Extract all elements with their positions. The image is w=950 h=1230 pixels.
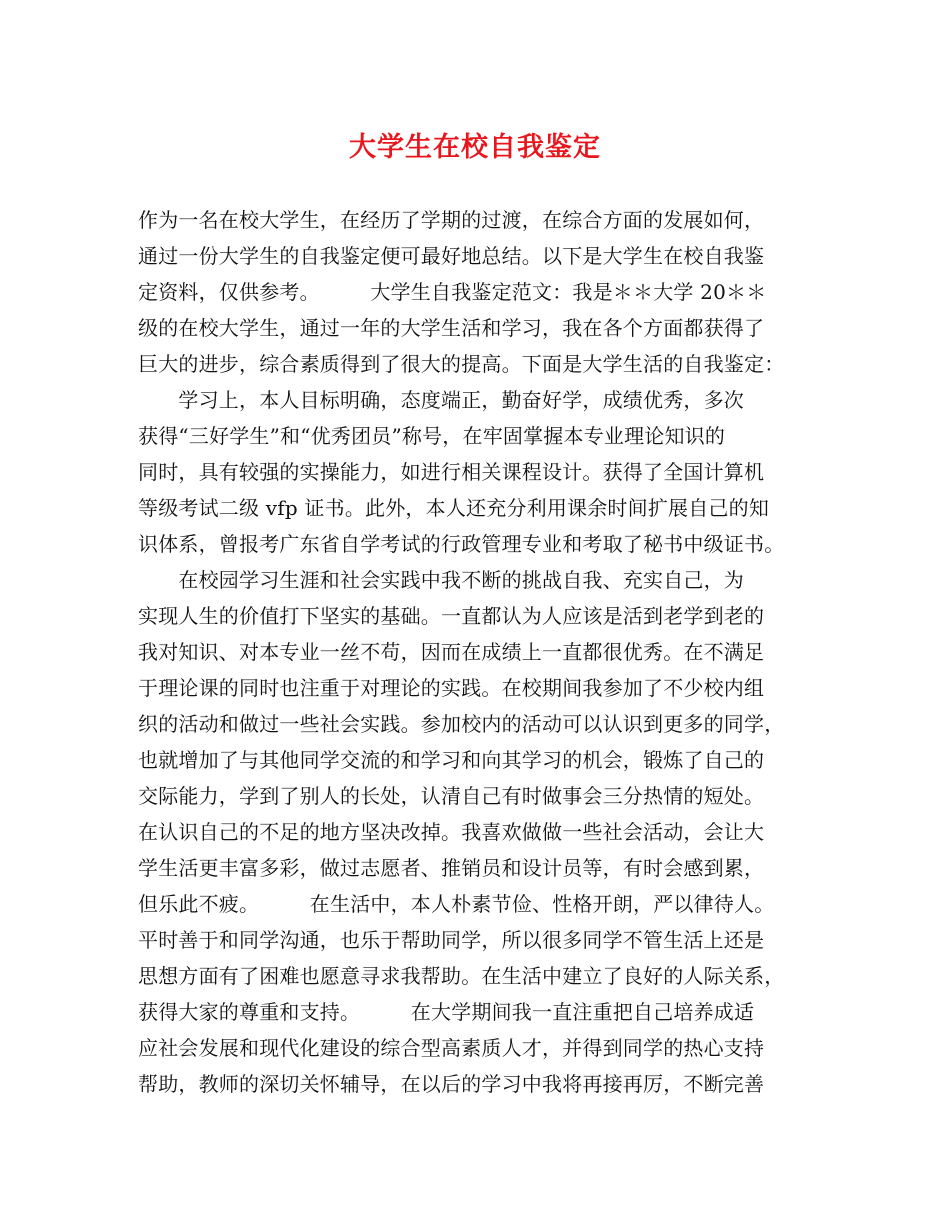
body-line: 获得大家的尊重和支持。 在大学期间我一直注重把自己培养成适 <box>138 1000 755 1024</box>
body-line: 也就增加了与其他同学交流的和学习和向其学习的机会，锻炼了自己的 <box>138 748 765 772</box>
body-line: 通过一份大学生的自我鉴定便可最好地总结。以下是大学生在校自我鉴 <box>138 244 765 268</box>
body-line: 获得“三好学生”和“优秀团员”称号，在牢固掌握本专业理论知识的 <box>138 424 726 448</box>
body-line: 巨大的进步，综合素质得到了很大的提高。下面是大学生活的自我鉴定： <box>138 352 785 376</box>
body-line: 作为一名在校大学生，在经历了学期的过渡，在综合方面的发展如何， <box>138 208 765 232</box>
body-line: 在校园学习生涯和社会实践中我不断的挑战自我、充实自己，为 <box>138 568 744 592</box>
body-line: 学生活更丰富多彩，做过志愿者、推销员和设计员等，有时会感到累， <box>138 856 765 880</box>
body-line: 定资料，仅供参考。 大学生自我鉴定范文：我是＊＊大学 20＊＊ <box>138 280 767 304</box>
body-line: 织的活动和做过一些社会实践。参加校内的活动可以认识到更多的同学， <box>138 712 785 736</box>
body-line: 帮助，教师的深切关怀辅导，在以后的学习中我将再接再厉，不断完善 <box>138 1072 765 1096</box>
body-line: 识体系，曾报考广东省自学考试的行政管理专业和考取了秘书中级证书。 <box>138 532 785 556</box>
body-line: 级的在校大学生，通过一年的大学生活和学习，我在各个方面都获得了 <box>138 316 765 340</box>
body-line: 思想方面有了困难也愿意寻求我帮助。在生活中建立了良好的人际关系， <box>138 964 785 988</box>
body-line: 我对知识、对本专业一丝不苟，因而在成绩上一直都很优秀。在不满足 <box>138 640 765 664</box>
document-title: 大学生在校自我鉴定 <box>349 132 601 163</box>
body-line: 等级考试二级 vfp 证书。此外，本人还充分利用课余时间扩展自己的知 <box>138 496 770 520</box>
body-line: 应社会发展和现代化建设的综合型高素质人才，并得到同学的热心支持 <box>138 1036 765 1060</box>
body-line: 同时，具有较强的实操能力，如进行相关课程设计。获得了全国计算机 <box>138 460 765 484</box>
body-line: 交际能力，学到了别人的长处，认清自己有时做事会三分热情的短处。 <box>138 784 765 808</box>
body-line: 学习上，本人目标明确，态度端正，勤奋好学，成绩优秀，多次 <box>138 388 744 412</box>
body-line: 在认识自己的不足的地方坚决改掉。我喜欢做做一些社会活动，会让大 <box>138 820 765 844</box>
body-line: 但乐此不疲。 在生活中，本人朴素节俭、性格开朗，严以律待人。 <box>138 892 775 916</box>
body-line: 于理论课的同时也注重于对理论的实践。在校期间我参加了不少校内组 <box>138 676 765 700</box>
body-line: 平时善于和同学沟通，也乐于帮助同学，所以很多同学不管生活上还是 <box>138 928 765 952</box>
body-line: 实现人生的价值打下坚实的基础。一直都认为人应该是活到老学到老的 <box>138 604 765 628</box>
document-body <box>138 202 838 1102</box>
